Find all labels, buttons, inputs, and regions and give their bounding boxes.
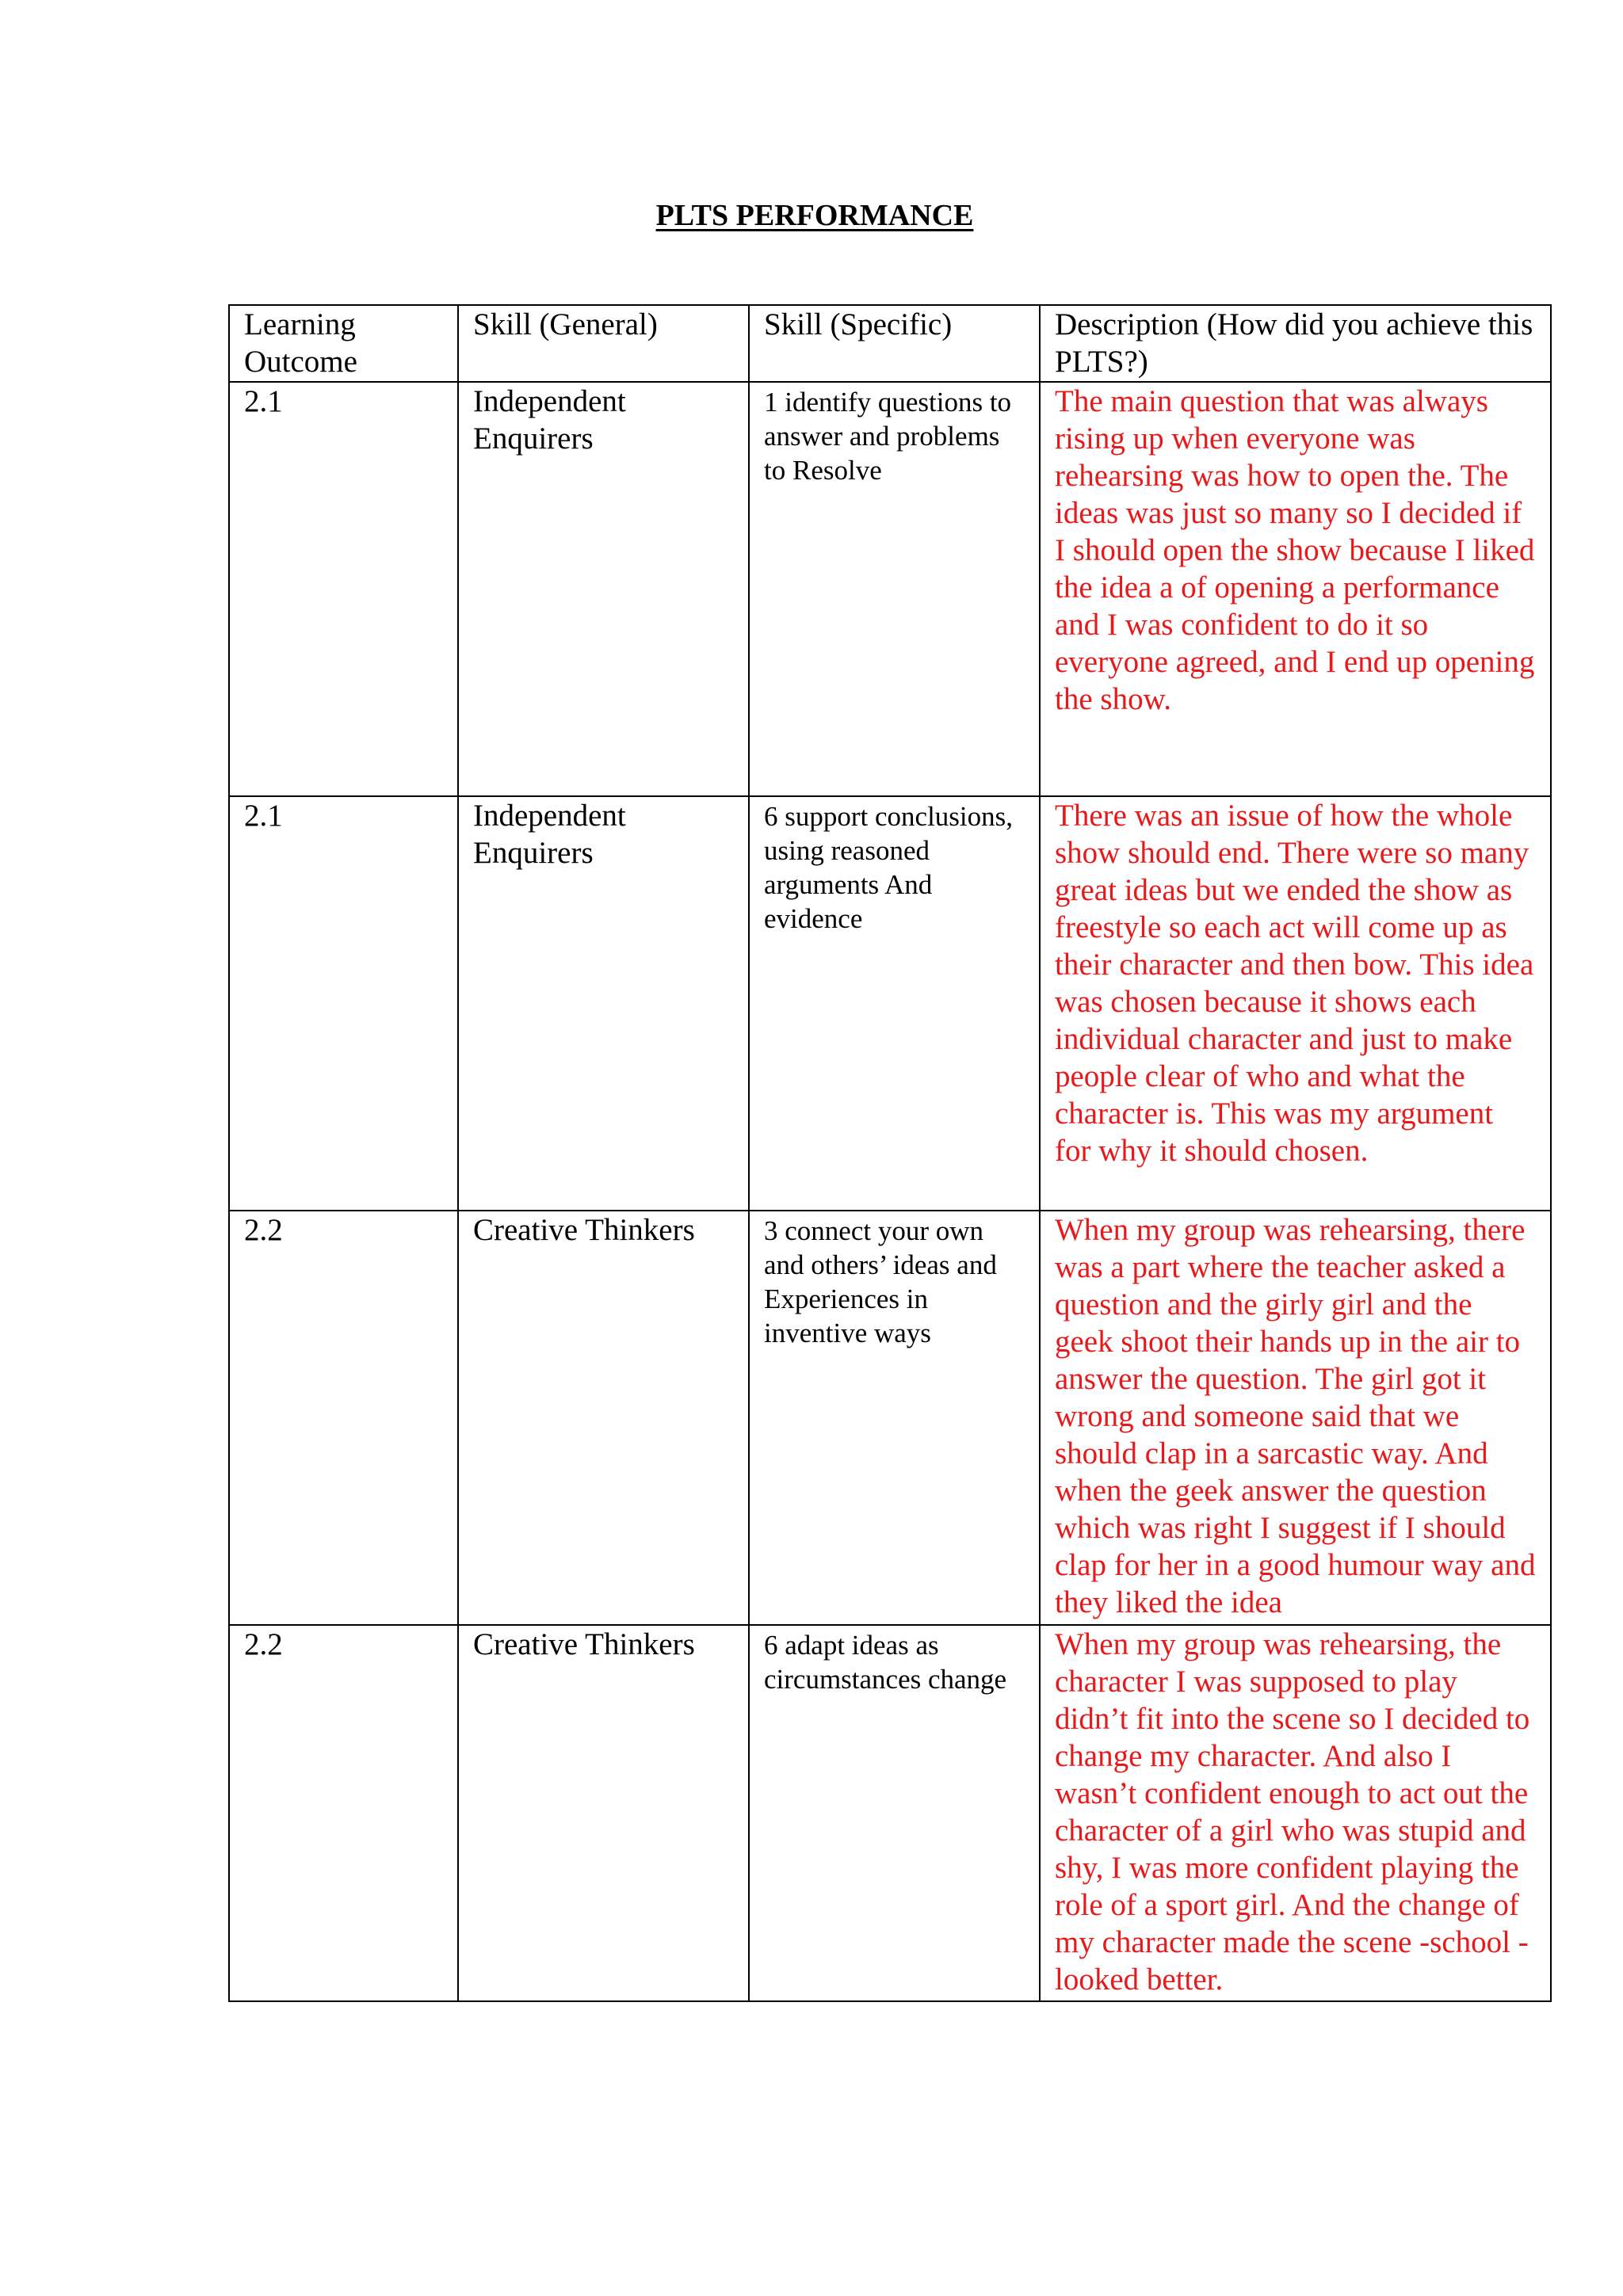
skill-general-cell: Creative Thinkers <box>458 1625 749 2001</box>
outcome-cell: 2.2 <box>229 1625 458 2001</box>
skill-specific-cell: 1 identify questions to answer and problems to Resolve <box>749 382 1040 796</box>
plts-table <box>228 304 1552 2002</box>
outcome-cell: 2.1 <box>229 382 458 796</box>
header-description: Description (How did you achieve this PLTS?) <box>1040 305 1551 382</box>
skill-general-cell: Creative Thinkers <box>458 1211 749 1625</box>
description-cell: When my group was rehearsing, the character I was supposed to play didn’t fit into the scene so I decided to change my character. And also I wasn’t confident enough to act out the character of a girl who was stupid and shy, I was more confident playing the role of a sport girl. And the change of my character made the scene -school -looked better. <box>1040 1625 1551 2001</box>
table-header-row <box>229 305 1551 382</box>
outcome-cell: 2.1 <box>229 796 458 1211</box>
skill-specific-cell: 3 connect your own and others’ ideas and Experiences in inventive ways <box>749 1211 1040 1625</box>
table-row <box>229 382 1551 796</box>
skill-specific-cell: 6 support conclusions, using reasoned arguments And evidence <box>749 796 1040 1211</box>
skill-general-cell: Independent Enquirers <box>458 796 749 1211</box>
skill-general-cell: Independent Enquirers <box>458 382 749 796</box>
description-cell: When my group was rehearsing, there was a part where the teacher asked a question and the girly girl and the geek shoot their hands up in the air to answer the question. The girl got it wrong and someone said that we should clap in a sarcastic way. And when the geek answer the question which was right I suggest if I should clap for her in a good humour way and they liked the idea <box>1040 1211 1551 1625</box>
description-cell: There was an issue of how the whole show should end. There were so many great ideas but we ended the show as freestyle so each act will come up as their character and then bow. This idea was chosen because it shows each individual character and just to make people clear of who and what the character is. This was my argument for why it should chosen. <box>1040 796 1551 1211</box>
skill-specific-cell: 6 adapt ideas as circumstances change <box>749 1625 1040 2001</box>
description-cell: The main question that was always rising up when everyone was rehearsing was how to open the. The ideas was just so many so I decided if I should open the show because I liked the idea a of opening a performance and I was confident to do it so everyone agreed, and I end up opening the show. <box>1040 382 1551 796</box>
page-title: PLTS PERFORMANCE <box>655 199 974 232</box>
table-row <box>229 1211 1551 1625</box>
table-row <box>229 1625 1551 2001</box>
table-row <box>229 796 1551 1211</box>
header-skill-general: Skill (General) <box>458 305 749 382</box>
header-learning-outcome: Learning Outcome <box>229 305 458 382</box>
outcome-cell: 2.2 <box>229 1211 458 1625</box>
header-skill-specific: Skill (Specific) <box>749 305 1040 382</box>
